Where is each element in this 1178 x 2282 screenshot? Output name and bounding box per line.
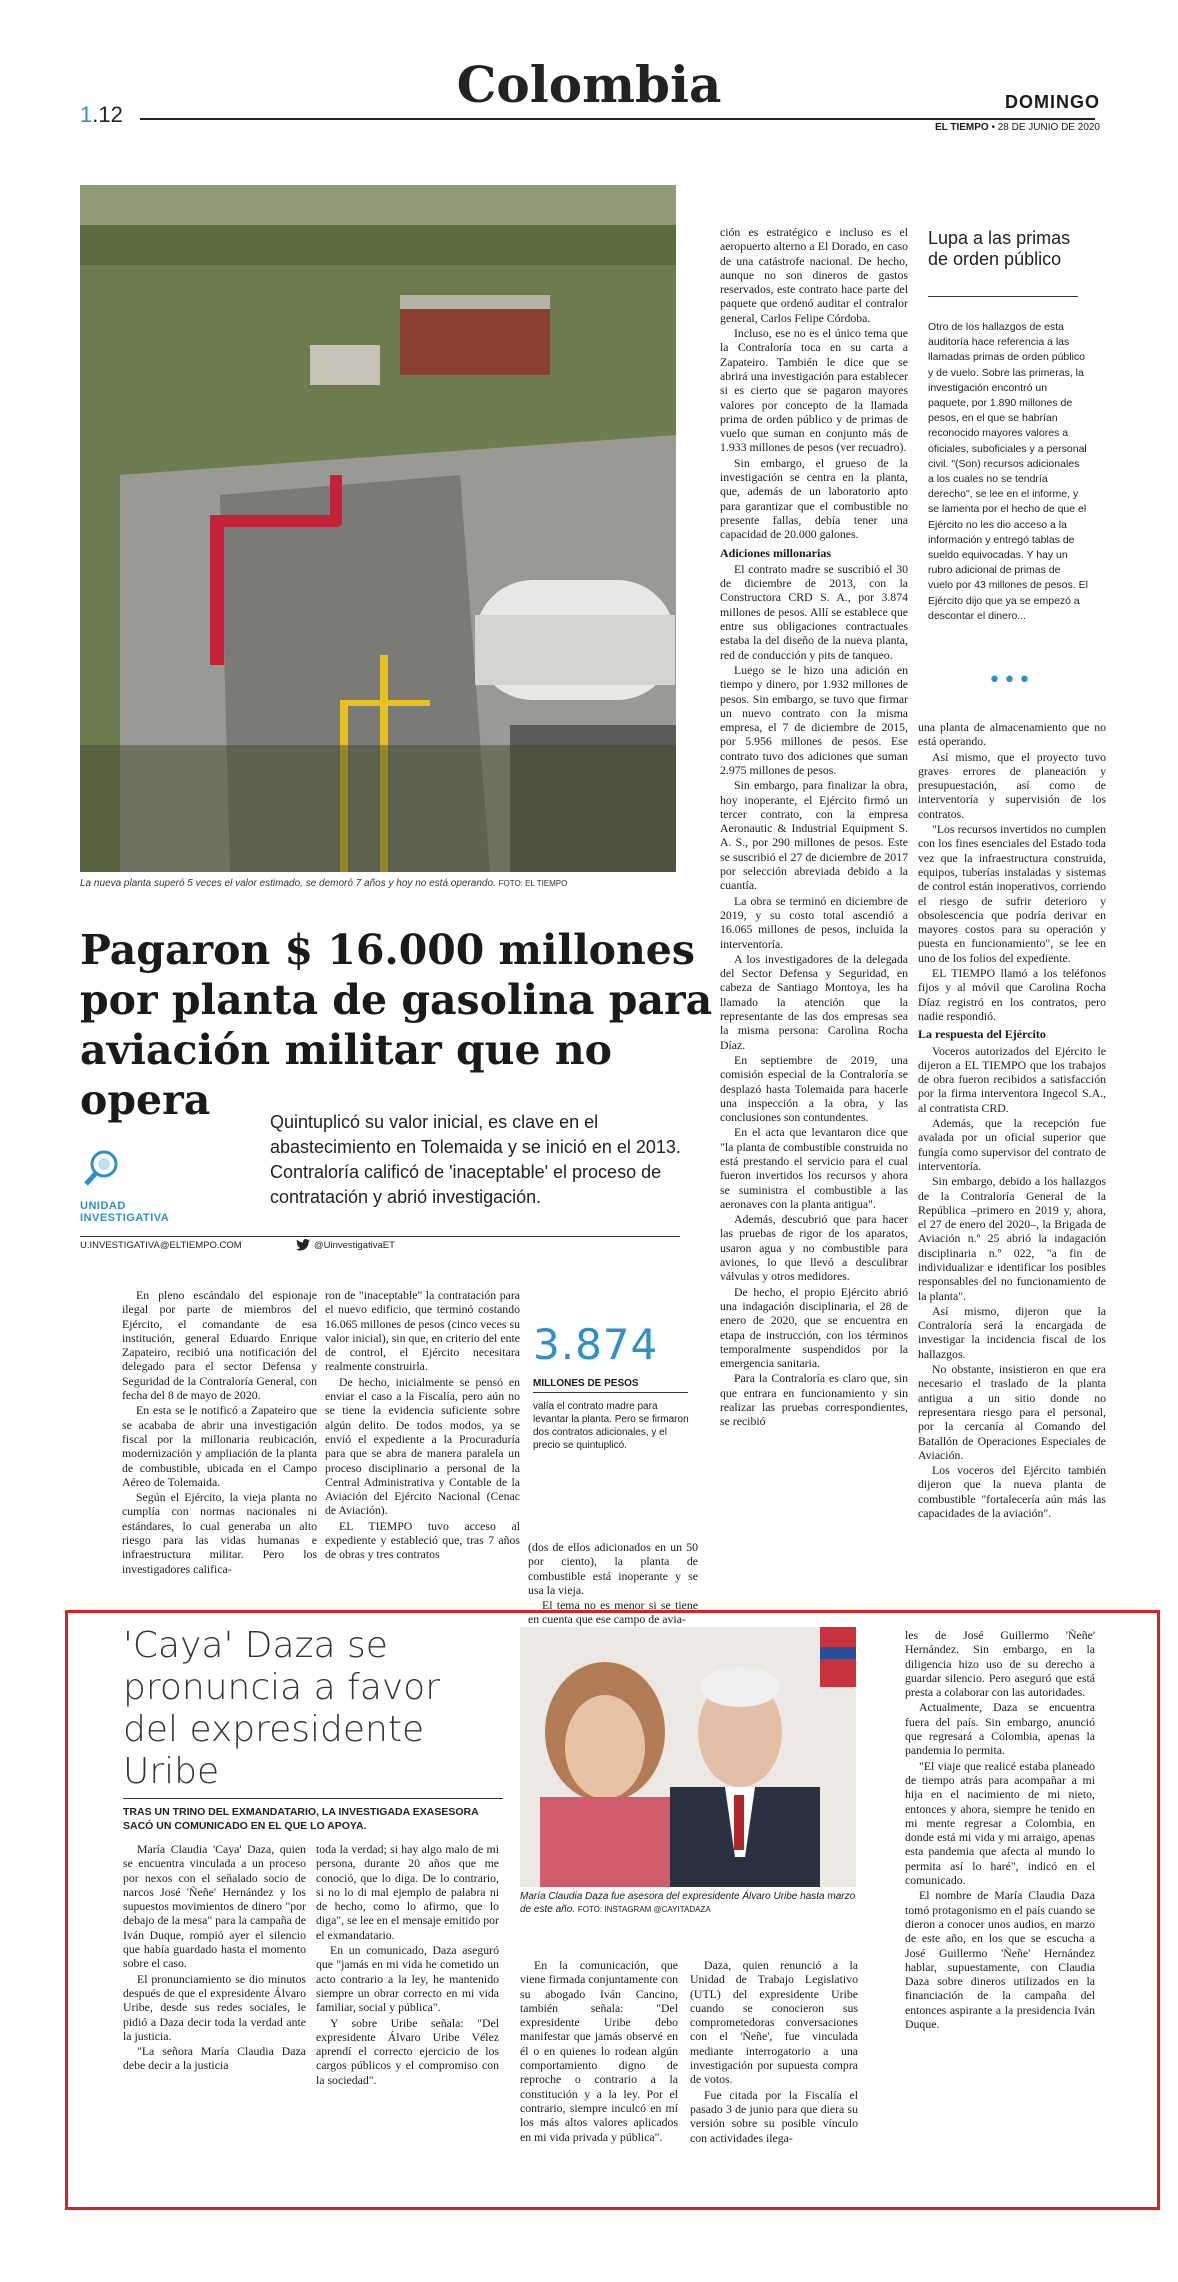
- unit-label: UNIDAD INVESTIGATIVA: [80, 1200, 170, 1224]
- photo-credit: FOTO: EL TIEMPO: [498, 879, 568, 888]
- paragraph: Fue citada por la Fiscalía el pasado 3 de junio para que diera su versión sobre su posible vínculo con actividades ilega-: [690, 2087, 858, 2145]
- main-dek: Quintuplicó su valor inicial, es clave en el abastecimiento en Tolemaida y se inició en el 2013. Contraloría calificó de 'inaceptable' el proceso de contratación y abrió investigación.: [270, 1112, 681, 1207]
- paragraph: EL TIEMPO llamó a los teléfonos fijos y al móvil que Carolina Rocha Díaz registró en los contratos, pero nadie respondió.: [918, 966, 1106, 1023]
- paragraph: Además, descubrió que para hacer las pruebas de rigor de los aparatos, usaron agua y no combustible para aviones, lo que llevó a desculibrar válvulas y otros medidores.: [720, 1212, 908, 1284]
- paragraph: toda la verdad; si hay algo malo de mi persona, durante 20 años que me conoció, que lo diga. De lo contrario, si no lo di mal ejemplo de palabra ni de hecho, como lo afirmo, que lo diga", se lee en el mensaje emitido por el exmandatario.: [316, 1842, 499, 1942]
- paragraph: El nombre de María Claudia Daza tomó protagonismo en el país cuando se dieron a conocer unos audios, en marzo de este año, en los que se escucha a José Guillermo 'Ñeñe' Hernández hablar, supuestamente, con Claudia Daza sobre dineros utilizados en la financiación de la campaña del entonces aspirante a la presidencia Iván Duque.: [905, 1888, 1095, 2032]
- sidebar-title: Lupa a las primas de orden público: [928, 228, 1071, 269]
- main-col-4: [720, 225, 908, 1430]
- magnifier-icon: [82, 1148, 122, 1188]
- section-title: Colombia: [456, 55, 722, 114]
- paragraph: En el acta que levantaron dice que "la planta de combustible construida no está prestando el servicio para el cual fueron invertidos los recursos y ahora se suministra el combustible a las aeronaves con la planta antigua".: [720, 1125, 908, 1211]
- paragraph: De hecho, el propio Ejército abrió una indagación disciplinaria, el 28 de enero de 2020, que se encuentra en etapa de instrucción, con los términos temporalmente suspendidos por la emergencia sanitaria.: [720, 1284, 908, 1371]
- box-col-1: [123, 1842, 306, 2074]
- date-line: [935, 122, 1100, 133]
- main-headline: Pagaron $ 16.000 millones por planta de gasolina para aviación militar que no opera: [80, 926, 713, 1124]
- subhead: La respuesta del Ejército: [918, 1027, 1046, 1042]
- paragraph: No obstante, insistieron en que era necesario el traslado de la planta antigua a un sitio donde no representara riesgo para el personal, por la cercanía al Comando del Batallón de Operaciones Especiales de Aviación.: [918, 1362, 1106, 1462]
- paragraph: Incluso, ese no es el único tema que la Contraloría toca en su carta a Zapateiro. También le dice que se abrirá una investigación para establecer si es cierto que se pagaron mayores valores por concepto de la llamada prima de orden público y de primas de vuelo que suman en conjunto más de 1.933 millones de pesos (ver recuadro).: [720, 326, 908, 455]
- paragraph: Sin embargo, para finalizar la obra, hoy inoperante, el Ejército firmó un tercer contrato, con la empresa Aeronautic & Industrial Equipment S. A. S., por 290 millones de pesos. Este se suscribió el 27 de diciembre de 2017 por selección abreviada debido a la cuantía.: [720, 778, 908, 893]
- paragraph: En esta se le notificó a Zapateiro que se acababa de abrir una investigación fiscal por la millonaria reubicación, modernización y ampliación de la planta de combustible, ubicada en el Campo Aéreo de Tolemaida.: [122, 1403, 317, 1489]
- page-number-sub: .12: [92, 102, 123, 127]
- paragraph: "Los recursos invertidos no cumplen con los fines esenciales del Estado toda vez que la infraestructura construida, equipos, tuberías instaladas y sistemas de control están inoperativos, corriendo el riesgo de sufrir deterioro y obsolescencia que podría derivar en mayores costos para su operación y puesta en funcionamiento", se lee en uno de los folios del expediente.: [918, 822, 1106, 965]
- paragraph: Voceros autorizados del Ejército le dijeron a EL TIEMPO que los trabajos de obra fueron recibidos a satisfacción por la firma interventora Ingecol S.A., al contratista CRD.: [918, 1043, 1106, 1115]
- box-col-2: [316, 1842, 499, 2088]
- ellipsis-icon: •••: [988, 668, 1033, 693]
- page-number: [80, 102, 123, 128]
- box-photo-caption: [520, 1890, 860, 1916]
- paragraph: María Claudia 'Caya' Daza, quien se encuentra vinculada a un proceso por nexos con el señalado socio de narcos José 'Ñeñe' Hernández y los supuestos movimientos de dinero "por debajo de la mesa" para la campaña de Iván Duque, rompió ayer el silencio que había guardado hasta el momento sobre el caso.: [123, 1842, 306, 1971]
- paragraph: EL TIEMPO tuvo acceso al expediente y estableció que, tras 7 años de obras y tres contratos: [325, 1518, 520, 1562]
- paragraph: Sin embargo, debido a los hallazgos de la Contraloría General de la República –primero en 2019 y, ahora, el 27 de enero del 2020–, la Brigada de Aviación n.º 25 abrió la indagación disciplinaria n.º 022, "a fin de individualizar e identificar los posibles responsables del no funcionamiento de la planta".: [918, 1174, 1106, 1303]
- page-number-main: 1: [80, 102, 93, 127]
- box-col-5: [905, 1628, 1095, 2032]
- paragraph: les de José Guillermo 'Ñeñe' Hernández. Sin embargo, en la diligencia hizo uso de su derecho a guardar silencio. Pero aseguró que está presta a colaborar con las autoridades.: [905, 1628, 1095, 1700]
- paragraph: "La señora María Claudia Daza debe decir a la justicia: [123, 2044, 306, 2073]
- paragraph: Los voceros del Ejército también dijeron que la nueva planta de combustible "fortalecería aún más las capacidades de la aviación".: [918, 1463, 1106, 1521]
- box-caption-text: María Claudia Daza fue asesora del expresidente Álvaro Uribe hasta marzo de este año.: [520, 1891, 856, 1915]
- paragraph: La obra se terminó en diciembre de 2019, y su costo total ascendió a 16.065 millones de pesos, incluida la interventoría.: [720, 893, 908, 951]
- box-rule: [123, 1798, 503, 1799]
- paragraph: De hecho, inicialmente se pensó en enviar el caso a la Fiscalía, pero aún no se tiene la evidencia suficiente sobre algún delito. De todos modos, ya se envió el expediente a la Procuraduría para que se abra de manera paralela un proceso disciplinario a personal de la Central Administrativa y Contable de la Aviación del Ejército Nacional (Cenac de Aviación).: [325, 1374, 520, 1518]
- paper-name: EL TIEMPO: [934, 122, 989, 133]
- twitter-icon: [296, 1239, 310, 1251]
- paragraph: En pleno escándalo del espionaje ilegal por parte de miembros del Ejército, el comandante de esa institución, general Eduardo Enrique Zapateiro, recibió una notificación del delegado para el sector Defensa y Seguridad de la Contraloría General, con fecha del 8 de mayo de 2020.: [122, 1288, 317, 1403]
- box-photo-credit: FOTO: INSTAGRAM @CAYITADAZA: [577, 1905, 711, 1914]
- paragraph: El pronunciamiento se dio minutos después de que el expresidente Álvaro Uribe, desde sus redes sociales, le pidió a Daza decir toda la verdad ante la justicia.: [123, 1971, 306, 2043]
- paragraph: Además, que la recepción fue avalada por un oficial superior que fungía como supervisor del contrato de interventoría.: [918, 1116, 1106, 1173]
- paragraph: Así mismo, que el proyecto tuvo graves errores de planeación y presupuestación, así como de interventoría y supervisión de los contratos.: [918, 749, 1106, 821]
- box-col-4: [690, 1958, 858, 2146]
- main-photo: [80, 185, 676, 872]
- paragraph: "El viaje que realicé estaba planeado de tiempo atrás para acompañar a mi hija en el nacimiento de mi nieto, entonces y ahora, siempre he tenido en mi mente regresar a Colombia, en donde está mi vida y mi arraigo, apenas esta pandemia que afecta al mundo lo permita así lo haré", indicó en el comunicado.: [905, 1758, 1095, 1888]
- stat-number: 3.874: [533, 1320, 659, 1369]
- paragraph: Y sobre Uribe señala: "Del expresidente Álvaro Uribe Vélez aprendí el correcto ejercicio de los cargos públicos y el compromiso con la sociedad".: [316, 2015, 499, 2087]
- contact-email[interactable]: U.INVESTIGATIVA@ELTIEMPO.COM: [80, 1240, 242, 1251]
- main-col-1: [122, 1288, 317, 1577]
- main-col-2: [325, 1288, 520, 1563]
- contact-twitter[interactable]: @UinvestigativaET: [314, 1240, 395, 1251]
- paragraph: Actualmente, Daza se encuentra fuera del país. Sin embargo, anunció que regresará a Colombia, apenas la pandemia lo permita.: [905, 1700, 1095, 1758]
- subhead: Adiciones millonarias: [720, 545, 832, 560]
- contact-rule: [80, 1236, 680, 1237]
- paragraph: En septiembre de 2019, una comisión especial de la Contraloría se desplazó hasta Tolemaida para hacerle una inspección a la obra, y las conclusiones son contundentes.: [720, 1052, 908, 1125]
- paragraph: Daza, quien renunció a la Unidad de Trabajo Legislativo (UTL) del expresidente Uribe cuando se conocieron sus comprometedoras conversaciones con el 'Ñeñe', fue vinculada mediante interrogatorio a una investigación por supuesta compra de votos.: [690, 1958, 858, 2087]
- stat-text: valía el contrato madre para levantar la planta. Pero se firmaron dos contratos adicionales, y el precio se quintuplicó.: [533, 1401, 689, 1451]
- paragraph: Según el Ejército, la vieja planta no cumplía con normas nacionales ni estándares, lo cual generaba un alto riesgo para las vidas humanas e infraestructura militar. Pero los investigadores califica-: [122, 1490, 317, 1576]
- main-col-5: [918, 720, 1106, 1521]
- paragraph: A los investigadores de la delegada del Sector Defensa y Seguridad, en cabeza de Santiago Montoya, les ha llamado la atención que la representante de las dos empresas sea la misma persona: Carolina Rocha Díaz.: [720, 951, 908, 1052]
- box-photo: [520, 1627, 856, 1887]
- box-dek: TRAS UN TRINO DEL EXMANDATARIO, LA INVESTIGADA EXASESORA SACÓ UN COMUNICADO EN EL QUE LO APOYA.: [123, 1806, 479, 1832]
- box-col-3: [520, 1958, 678, 2145]
- sidebar-text: Otro de los hallazgos de esta auditoría hace referencia a las llamadas primas de orden público y de vuelo. Sobre las primeras, la investigación encontró un paquete, por 1.890 millones de pesos, en el que se habrían reconocido mayores valores a oficiales, suboficiales y a personal civil. "(Son) recursos adicionales a los cuales no se tendría derecho", se lee en el informe, y se lamenta por el hecho de que el Ejército no les dio acceso a la información y entregó tablas de sueldo equivocadas. Y hay un rubro adicional de primas de vuelo por 43 millones de pesos. El Ejército dijo que ya se empezó a descontar el dinero...: [928, 321, 1088, 622]
- paragraph: ron de "inaceptable" la contratación para el nuevo edificio, que terminó costando 16.065 millones de pesos (cinco veces su valor inicial), sin que, en criterio del ente de control, el Ejército necesitara realmente construirla.: [325, 1288, 520, 1374]
- paragraph: (dos de ellos adicionados en un 50 por ciento), la planta de combustible está inoperante y se usa la vieja.: [528, 1540, 698, 1597]
- paragraph: El contrato madre se suscribió el 30 de diciembre de 2013, con la Constructora CRD S. A., por 3.874 millones de pesos. Allí se establece que entre sus obligaciones contractuales estaba la del diseño de la nueva planta, red de conducción y pits de tanqueo.: [720, 561, 908, 662]
- paragraph: ción es estratégico e incluso es el aeropuerto alterno a El Dorado, en caso de una catástrofe nacional. De hecho, aunque no son dineros de gastos reservados, este contrato hace parte del paquete que ordenó auditar el contralor general, Carlos Felipe Córdoba.: [720, 225, 908, 325]
- paragraph: una planta de almacenamiento que no está operando.: [918, 720, 1106, 749]
- date-text: • 28 DE JUNIO DE 2020: [991, 122, 1100, 133]
- sidebar-rule: [928, 296, 1078, 297]
- paragraph: En un comunicado, Daza aseguró que "jamás en mi vida he cometido un acto contrario a la ley, he mantenido siempre un obrar correcto en mi vida familiar, social y pública".: [316, 1943, 499, 2015]
- photo-caption: [80, 878, 680, 889]
- day-label: DOMINGO: [1005, 92, 1100, 112]
- paragraph: Así mismo, dijeron que la Contraloría será la encargada de investigar la incidencia fiscal de los hallazgos.: [918, 1303, 1106, 1361]
- stat-rule: [533, 1392, 688, 1393]
- paragraph: Sin embargo, el grueso de la investigación se centra en la planta, que, además de un laboratorio apto para garantizar que el combustible no presente fallas, debía tener una capacidad de 20.000 galones.: [720, 455, 908, 542]
- box-headline: 'Caya' Daza se pronuncia a favor del expresidente Uribe: [123, 1625, 441, 1792]
- header-rule: [140, 118, 1095, 120]
- paragraph: Luego se le hizo una adición en tiempo y dinero, por 1.932 millones de pesos. Sin embargo, se tuvo que firmar un nuevo contrato con la misma empresa, el 7 de diciembre de 2015, por 5.956 millones de pesos. Ese contrato tuvo dos adiciones que suman 2.975 millones de pesos.: [720, 662, 908, 777]
- paragraph: Para la Contraloría es claro que, sin que entrara en funcionamiento y sin realizar las pruebas correspondientes, se recibió: [720, 1371, 908, 1429]
- stat-label: MILLONES DE PESOS: [533, 1378, 639, 1389]
- paragraph: En la comunicación, que viene firmada conjuntamente con su abogado Iván Cancino, también señala: "Del expresidente Uribe debo manifestar que jamás observé en él o en quienes lo rodean algún comportamiento digno de reproche o contrario a la constitución y a la ley. Por el contrario, siempre inculcó en mí los más altos valores aplicados en mi vida privada y pública".: [520, 1958, 678, 2144]
- caption-text: La nueva planta superó 5 veces el valor estimado, se demoró 7 años y hoy no está operando.: [80, 878, 496, 889]
- paragraph: El tema no es menor si se tiene en cuenta que ese campo de avia-: [528, 1598, 698, 1627]
